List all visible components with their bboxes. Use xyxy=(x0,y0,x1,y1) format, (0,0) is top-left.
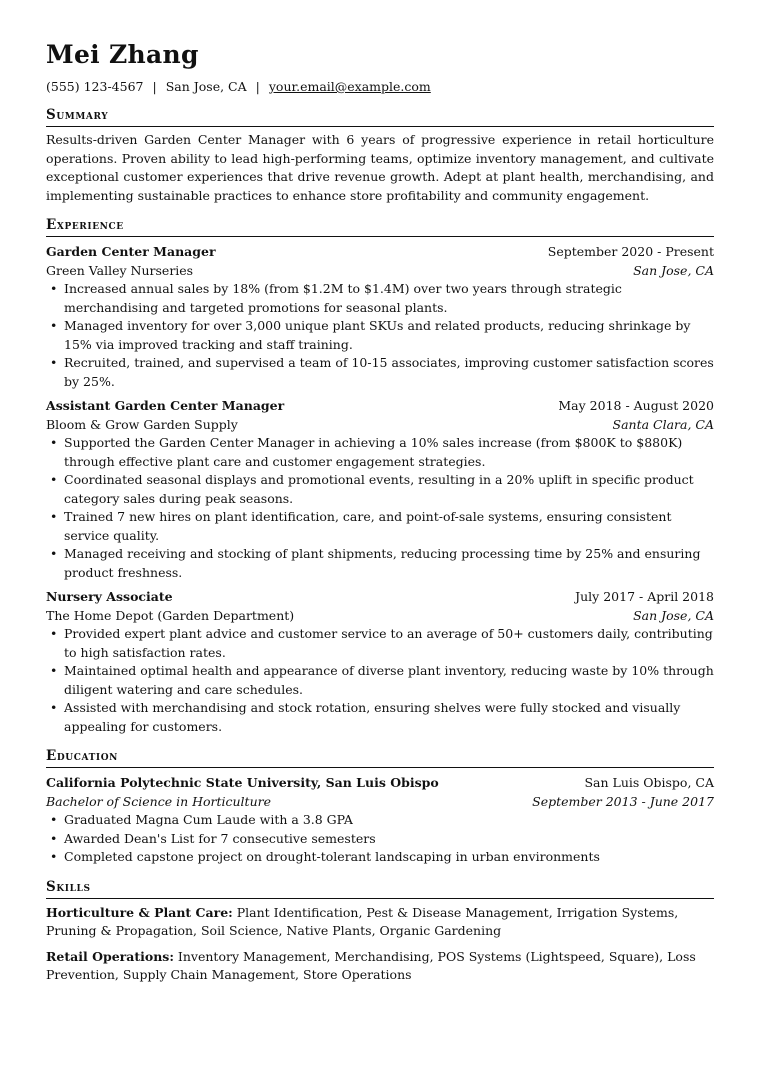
job-bullets xyxy=(46,434,714,582)
job-title: Garden Center Manager xyxy=(46,244,216,259)
job-location: San Jose, CA xyxy=(633,607,714,623)
summary-text: Results-driven Garden Center Manager with 6 years of progressive experience in retail horticulture operations. Proven ability to lead high-performing teams, optimize inventory management, and cultivate exceptional customer experiences that drive revenue growth. Adept at plant health, merchandising, and implementing sustainable practices to enhance store profitability and community engagement. xyxy=(46,132,714,203)
bullet-item: • Trained 7 new hires on plant identification, care, and point-of-sale systems, ensuring consistent service quality. xyxy=(46,508,714,545)
job-entry xyxy=(46,397,714,582)
bullet-item: • Graduated Magna Cum Laude with a 3.8 GPA xyxy=(46,811,714,830)
section-title-experience: Experience xyxy=(46,217,714,237)
skills-section xyxy=(46,879,714,985)
job-location: Santa Clara, CA xyxy=(612,416,714,432)
candidate-name: Mei Zhang xyxy=(46,40,199,69)
location: San Jose, CA xyxy=(165,79,247,94)
company-name: Bloom & Grow Garden Supply xyxy=(46,416,238,432)
bullet-item: • Managed receiving and stocking of plant shipments, reducing processing time by 25% and ensuring product freshness. xyxy=(46,545,714,582)
job-entry xyxy=(46,588,714,736)
resume-page xyxy=(46,40,714,985)
skill-group xyxy=(46,904,714,941)
job-title: Nursery Associate xyxy=(46,589,173,604)
bullet-item: • Completed capstone project on drought-tolerant landscaping in urban environments xyxy=(46,848,714,867)
skill-group xyxy=(46,948,714,985)
education-bullets xyxy=(46,811,714,867)
job-entry xyxy=(46,243,714,391)
bullet-item: • Increased annual sales by 18% (from $1.2M to $1.4M) over two years through strategic merchandising and targeted promotions for seasonal plants. xyxy=(46,280,714,317)
skill-group-items: Inventory Management, Merchandising, POS Systems (Lightspeed, Square), Loss Prevention, Supply Chain Management, Store Operations xyxy=(46,948,696,982)
job-bullets xyxy=(46,625,714,736)
job-bullets xyxy=(46,280,714,391)
bullet-item: • Recruited, trained, and supervised a team of 10-15 associates, improving customer satisfaction scores by 25%. xyxy=(46,354,714,391)
section-title-skills: Skills xyxy=(46,879,714,899)
job-location: San Jose, CA xyxy=(633,262,714,278)
bullet-item: • Coordinated seasonal displays and promotional events, resulting in a 20% uplift in specific product category sales during peak seasons. xyxy=(46,471,714,508)
contact-separator: | xyxy=(255,79,260,94)
school-name: California Polytechnic State University, San Luis Obispo xyxy=(46,775,439,790)
job-dates: September 2020 - Present xyxy=(547,244,714,259)
bullet-item: • Supported the Garden Center Manager in achieving a 10% sales increase (from $800K to $880K) through effective plant care and customer engagement strategies. xyxy=(46,434,714,471)
summary-section xyxy=(46,107,714,205)
contact-line xyxy=(46,79,714,95)
email-link[interactable]: your.email@example.com xyxy=(268,79,431,94)
bullet-item: • Awarded Dean's List for 7 consecutive semesters xyxy=(46,830,714,849)
job-dates: July 2017 - April 2018 xyxy=(575,589,714,604)
job-title: Assistant Garden Center Manager xyxy=(46,398,285,413)
contact-separator: | xyxy=(152,79,157,94)
degree-name: Bachelor of Science in Horticulture xyxy=(46,793,272,809)
section-title-education: Education xyxy=(46,748,714,768)
bullet-item: • Assisted with merchandising and stock rotation, ensuring shelves were fully stocked and visually appealing for customers. xyxy=(46,699,714,736)
company-name: The Home Depot (Garden Department) xyxy=(46,607,295,623)
bullet-item: • Managed inventory for over 3,000 unique plant SKUs and related products, reducing shrinkage by 15% via improved tracking and staff training. xyxy=(46,317,714,354)
education-entry xyxy=(46,774,714,867)
skill-group-label: Horticulture & Plant Care: xyxy=(46,904,233,920)
skill-group-label: Retail Operations: xyxy=(46,948,174,964)
education-dates: September 2013 - June 2017 xyxy=(532,793,714,809)
section-title-summary: Summary xyxy=(46,107,714,127)
company-name: Green Valley Nurseries xyxy=(46,262,194,278)
school-location: San Luis Obispo, CA xyxy=(584,775,714,790)
phone-number: (555) 123-4567 xyxy=(46,79,144,94)
skill-group-items: Plant Identification, Pest & Disease Management, Irrigation Systems, Pruning & Propagation, Soil Science, Native Plants, Organic Gardening xyxy=(46,904,679,938)
bullet-item: • Maintained optimal health and appearance of diverse plant inventory, reducing waste by 10% through diligent watering and care schedules. xyxy=(46,662,714,699)
experience-section xyxy=(46,217,714,736)
bullet-item: • Provided expert plant advice and customer service to an average of 50+ customers daily, contributing to high satisfaction rates. xyxy=(46,625,714,662)
education-section xyxy=(46,748,714,867)
job-dates: May 2018 - August 2020 xyxy=(558,398,714,413)
